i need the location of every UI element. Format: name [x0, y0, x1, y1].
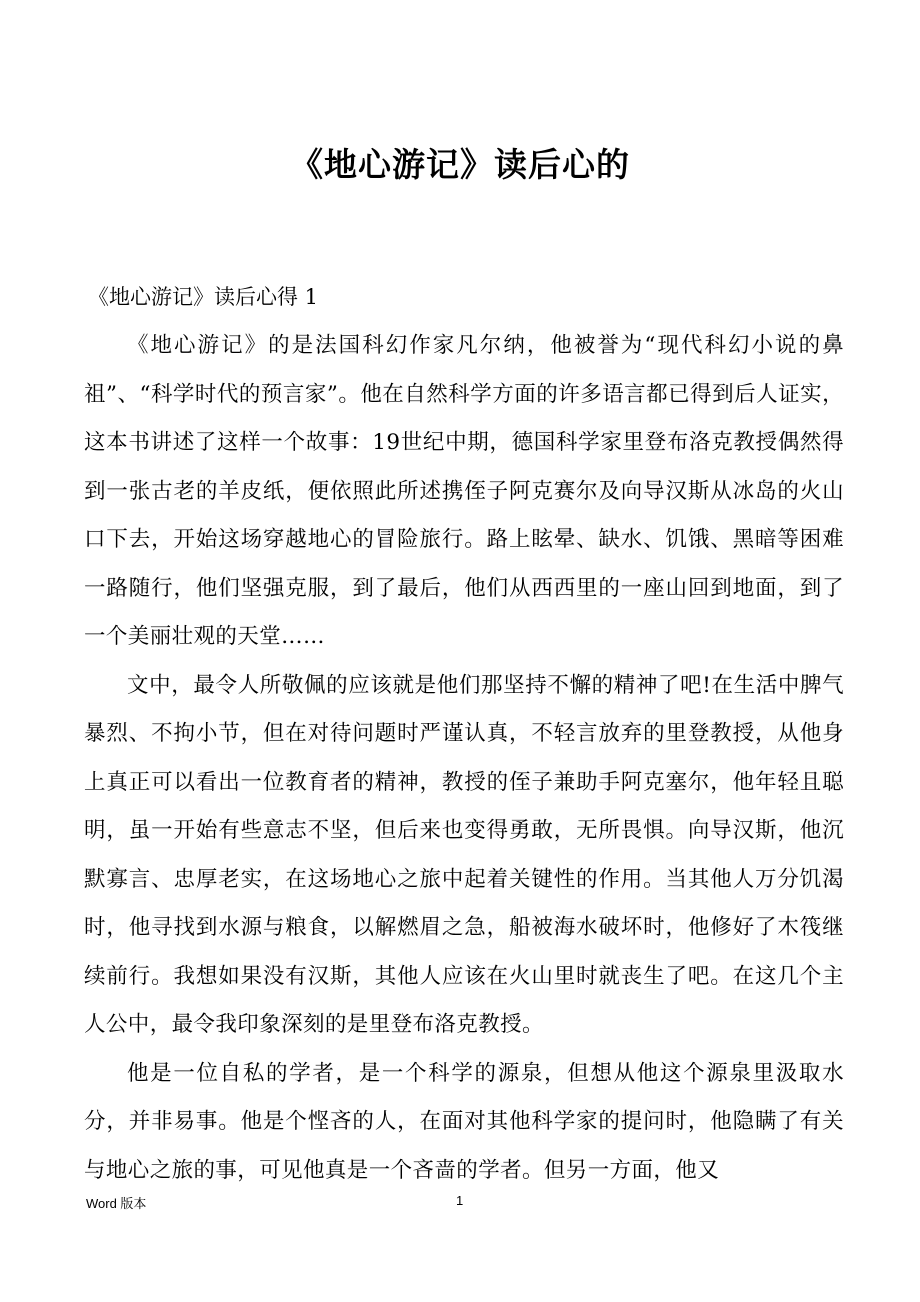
section-heading: 《地心游记》读后心得 1 — [88, 285, 319, 309]
paragraph-2: 文中，最令人所敬佩的应该就是他们那坚持不懈的精神了吧!在生活中脾气暴烈、不拘小节，但在对待问题时严谨认真，不轻言放弃的里登教授，从他身上真正可以看出一位教育者的精神，教授的侄子兼助手阿克塞尔，他年轻且聪明，虽一开始有些意志不坚，但后来也变得勇敢，无所畏惧。向导汉斯，他沉默寡言、忠厚老实，在这场地心之旅中起着关键性的作用。当其他人万分饥渴时，他寻找到水源与粮食，以解燃眉之急，船被海水破坏时，他修好了木筏继续前行。我想如果没有汉斯，其他人应该在火山里时就丧生了吧。在这几个主人公中，最令我印象深刻的是里登布洛克教授。 — [84, 672, 844, 1037]
paragraph-1: 《地心游记》的是法国科幻作家凡尔纳，他被誉为“现代科幻小说的鼻祖”、“科学时代的预言家”。他在自然科学方面的许多语言都已得到后人证实，这本书讲述了这样一个故事：19世纪中期，德国科学家里登布洛克教授偶然得到一张古老的羊皮纸，便依照此所述携侄子阿克赛尔及向导汉斯从冰岛的火山口下去，开始这场穿越地心的冒险旅行。路上眩晕、缺水、饥饿、黑暗等困难一路随行，他们坚强克服，到了最后，他们从西西里的一座山回到地面，到了一个美丽壮观的天堂…… — [84, 333, 844, 649]
page-number: 1 — [456, 1193, 464, 1208]
paragraph-3: 他是一位自私的学者，是一个科学的源泉，但想从他这个源泉里汲取水分，并非易事。他是个悭吝的人，在面对其他科学家的提问时，他隐瞒了有关与地心之旅的事，可见他真是一个吝啬的学者。但另一方面，他又 — [84, 1060, 844, 1183]
document-title: 《地心游记》读后心的 — [290, 145, 630, 184]
footer-label: Word 版本 — [86, 1196, 147, 1211]
document-body — [84, 322, 844, 1195]
page-footer — [0, 1193, 920, 1213]
